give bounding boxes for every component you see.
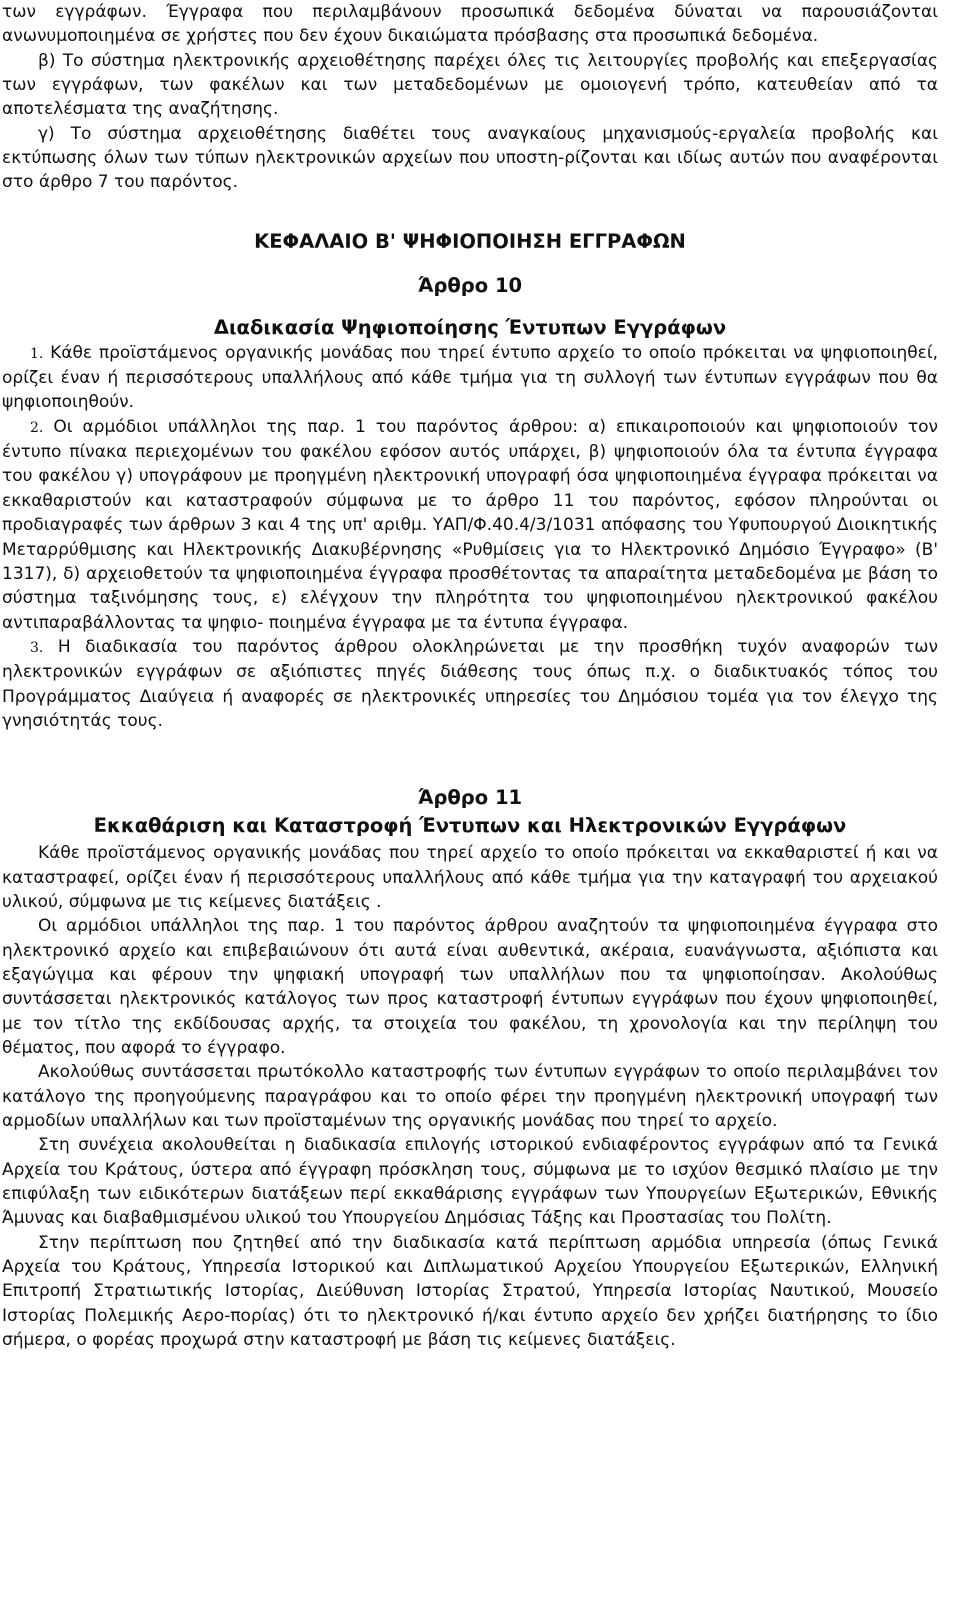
article-11-title: Εκκαθάριση και Καταστροφή Έντυπων και Ηλεκτρονικών Εγγράφων <box>93 814 847 838</box>
article-11-paragraph-4: Στη συνέχεια ακολουθείται η διαδικασία επιλογής ιστορικού ενδιαφέροντος εγγράφων από τα Γενικά Αρχεία του Κράτους, ύστερα από έγγραφη πρόσκληση τους, σύμφωνα με το ισχύον θεσμικό πλαίσιο με την επιφύλαξη των ειδικότερων διατάξεων περί εκκαθάρισης εγγράφων των Υπουργείων Εξωτερικών, Εθνικής Άμυνας και διαβαθμισμένου υλικού του Υπουργείου Δημόσιας Τάξης και Προστασίας του Πολίτη. <box>2 1135 938 1229</box>
item-text: Η διαδικασία του παρόντος άρθρου ολοκληρώνεται με την προσθήκη τυχόν αναφορών των ηλεκτρονικών εγγράφων σε αξιόπιστες πηγές διάθεσης τους όπως π.χ. ο διαδικτυακός τόπος του Προγράμματος Διαύγεια ή αναφορές σε ηλεκτρονικές υπηρεσίες του Δημόσιου τομέα για τον έλεγχο της γνησιότητάς τους. <box>2 636 938 731</box>
item-number: 2. <box>30 419 44 436</box>
chapter-title: ΚΕΦΑΛΑΙΟ Β' ΨΗΦΙΟΠΟΙΗΣΗ ΕΓΓΡΑΦΩΝ <box>254 229 686 253</box>
article-10-title: Διαδικασία Ψηφιοποίησης Έντυπων Εγγράφων <box>213 315 727 339</box>
paragraph-continuation: των εγγράφων. Έγγραφα που περιλαμβάνουν προσωπικά δεδομένα δύναται να παρουσιάζονται ανωνυμοποιημένα σε χρήστες που δεν έχουν δικαιώματα πρόσβασης στα προσωπικά δεδομένα. <box>2 2 938 47</box>
item-number: 3. <box>30 639 44 656</box>
article-10-number: Άρθρο 10 <box>417 273 523 297</box>
article-10-item-2 <box>2 415 938 635</box>
item-number: 1. <box>30 345 44 362</box>
article-11-paragraph-3: Ακολούθως συντάσσεται πρωτόκολλο καταστροφής των έντυπων εγγράφων το οποίο περιλαμβάνει τον κατάλογο της προηγούμενης παραγράφου και το οποίο φέρει την προηγμένη ηλεκτρονική υπογραφή των αρμοδίων υπαλλήλων και των προϊσταμένων της οργανικής μονάδας που τηρεί το αρχείο. <box>2 1062 938 1132</box>
article-11-number: Άρθρο 11 <box>417 786 523 810</box>
article-11-paragraph-1: Κάθε προϊστάμενος οργανικής μονάδας που τηρεί αρχείο το οποίο πρόκειται να εκκαθαριστεί ή και να καταστραφεί, ορίζει έναν ή περισσότερους υπαλλήλους από κάθε τμήμα για την καταγραφή του αρχειακού υλικού, σύμφωνα με τις κείμενες διατάξεις . <box>2 843 938 912</box>
item-text: Οι αρμόδιοι υπάλληλοι της παρ. 1 του παρόντος άρθρου: α) επικαιροποιούν και ψηφιοποιούν τον έντυπο πίνακα περιεχομένων του φακέλου εφόσον αυτός υπάρχει, β) ψηφιοποιούν όλα τα έντυπα έγγραφα του φακέλου γ) υπογράφουν με προηγμένη ηλεκτρονική υπογραφή όσα ψηφιοποιημένα έγγραφα πρόκειται να εκκαθαριστούν και καταστραφούν σύμφωνα με το άρθρο 11 του παρόντος, εφόσον πληρούνται οι προδιαγραφές των άρθρων 3 και 4 της υπ' αριθμ. ΥΑΠ/Φ.40.4/3/1031 απόφασης του Υφυπουργού Διοικητικής Μεταρρύθμισης και Ηλεκτρονικής Διακυβέρνησης «Ρυθμίσεις για το Ηλεκτρονικό Δημόσιο Έγγραφο» (Β' 1317), δ) αρχειοθετούν τα ψηφιοποιημένα έγγραφα προσθέτοντας τα απαραίτητα μεταδεδομένα με βάση το σύστημα ταξινόμησης τους, ε) ελέγχουν την πληρότητα του ψηφιοποιημένου ηλεκτρονικού φακέλου αντιπαραβάλλοντας τα ψηφιο- ποιημένα έγγραφα με τα έντυπα έγγραφα. <box>2 416 938 633</box>
article-11-paragraph-5: Στην περίπτωση που ζητηθεί από την διαδικασία κατά περίπτωση αρμόδια υπηρεσία (όπως Γενικά Αρχεία του Κράτους, Υπηρεσία Ιστορικού και Διπλωματικού Αρχείου Υπουργείου Εξωτερικών, Ελληνική Επιτροπή Στρατιωτικής Ιστορίας, Διεύθυνση Ιστορίας Στρατού, Υπηρεσία Ιστορίας Ναυτικού, Μουσείο Ιστορίας Πολεμικής Αερο-πορίας) ότι το ηλεκτρονικό ή/και έντυπο αρχείο δεν χρήζει διατήρησης το ίδιο σήμερα, ο φορέας προχωρά στην καταστροφή με βάση τις κείμενες διατάξεις. <box>2 1232 938 1351</box>
article-10-item-3 <box>2 635 938 733</box>
item-text: Κάθε προϊστάμενος οργανικής μονάδας που τηρεί έντυπο αρχείο το οποίο πρόκειται να ψηφιοποιηθεί, ορίζει έναν ή περισσότερους υπαλλήλους από κάθε τμήμα για τη συλλογή των έντυπων εγγράφων που θα ψηφιοποιηθούν. <box>2 342 938 413</box>
paragraph-b: β) Το σύστημα ηλεκτρονικής αρχειοθέτησης παρέχει όλες τις λειτουργίες προβολής και επεξεργασίας των εγγράφων, των φακέλων και των μεταδεδομένων με ομοιογενή τρόπο, κατευθείαν από τα αποτελέσματα της αναζήτησης. <box>2 50 938 120</box>
article-10-item-1 <box>2 341 938 415</box>
article-11-paragraph-2: Οι αρμόδιοι υπάλληλοι της παρ. 1 του παρόντος άρθρου αναζητούν τα ψηφιοποιημένα έγγραφα στο ηλεκτρονικό αρχείο και επιβεβαιώνουν ότι αυτά είναι αυθεντικά, ακέραια, ευανάγνωστα, αξιόπιστα και εξαγώγιμα και φέρουν την ψηφιακή υπογραφή των υπαλλήλων που τα ψηφιοποίησαν. Ακολούθως συντάσσεται ηλεκτρονικός κατάλογος των προς καταστροφή έντυπων εγγράφων που έχουν ψηφιοποιηθεί, με τον τίτλο της εκδίδουσας αρχής, τα στοιχεία του φακέλου, τη χρονολογία και την περίληψη του θέματος, που αφορά το έγγραφο. <box>2 916 938 1058</box>
paragraph-c: γ) Το σύστημα αρχειοθέτησης διαθέτει τους αναγκαίους μηχανισμούς-εργαλεία προβολής και εκτύπωσης όλων των τύπων ηλεκτρονικών αρχείων που υποστη-ρίζονται και ιδίως αυτών που αναφέρονται στο άρθρο 7 του παρόντος. <box>2 123 938 193</box>
